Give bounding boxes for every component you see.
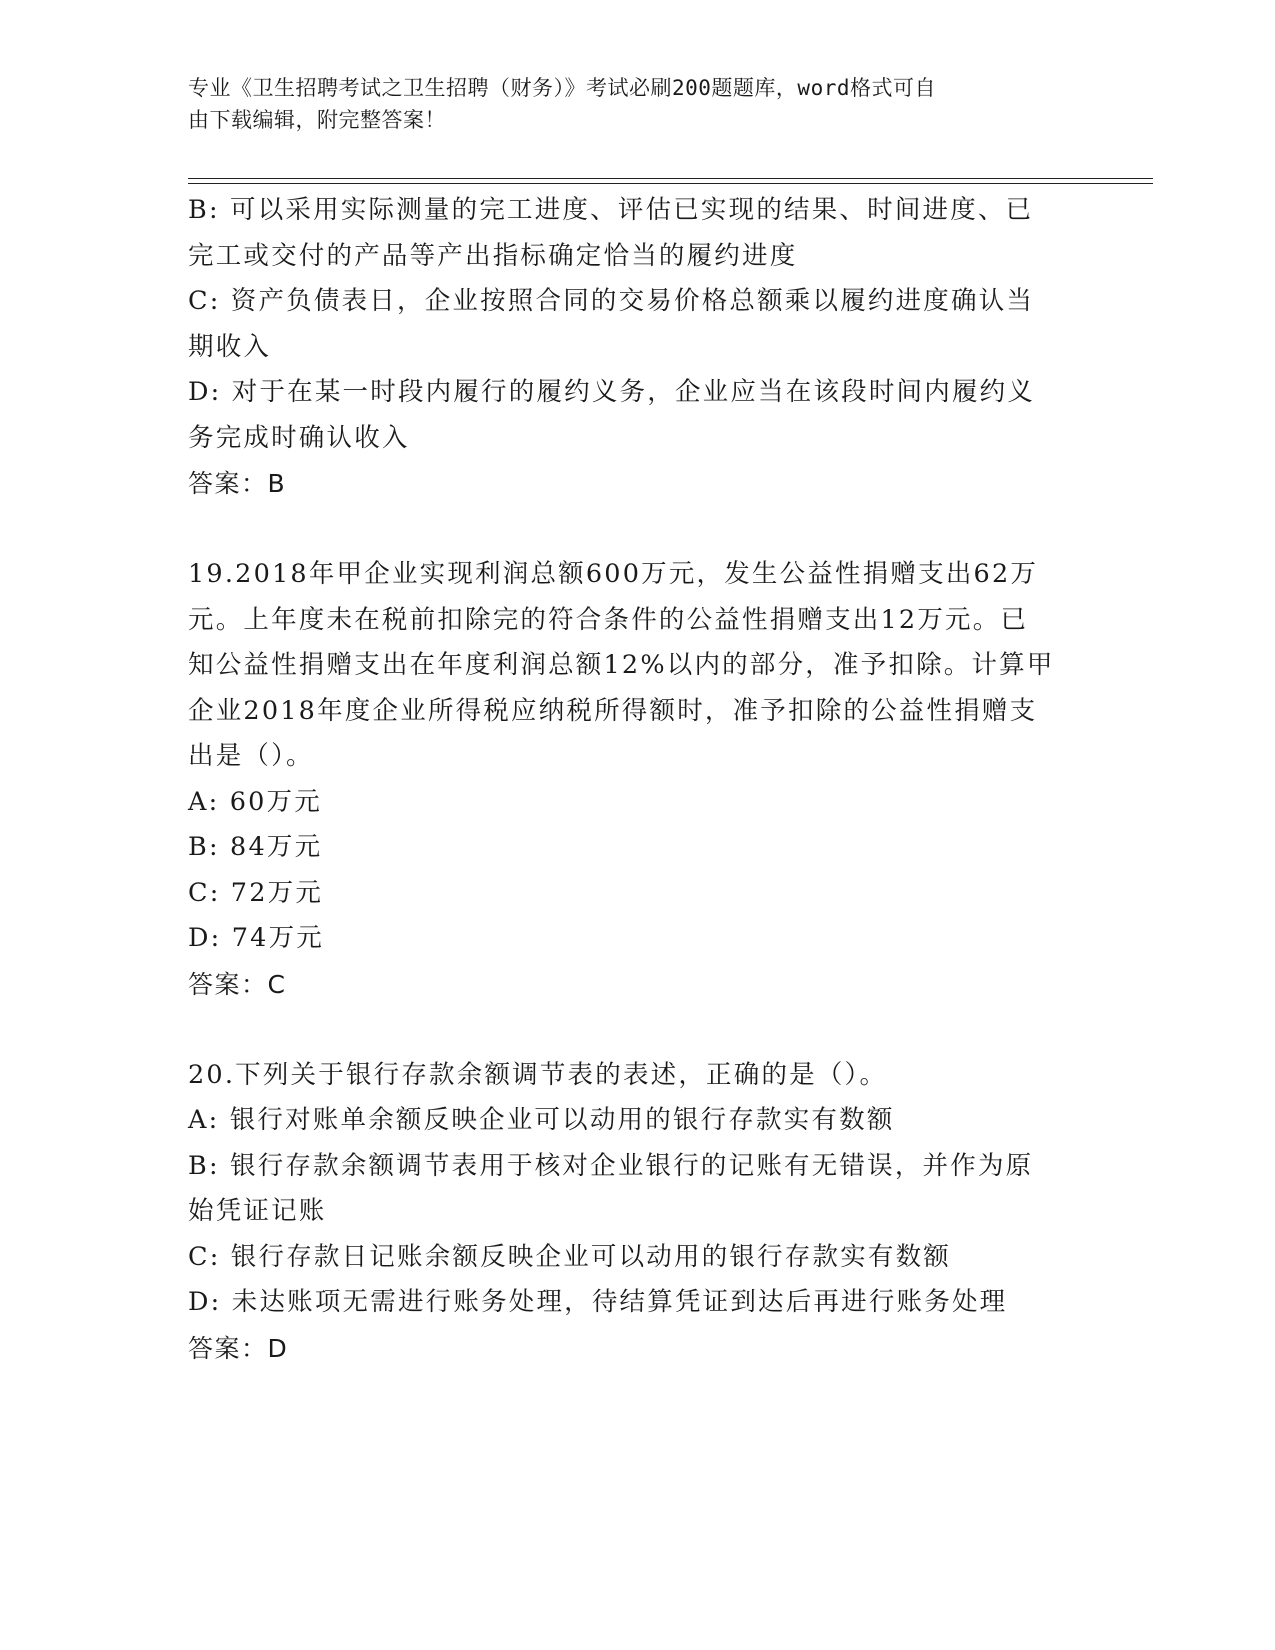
- option-a: A: 60万元: [188, 786, 322, 817]
- spacer: [188, 1007, 1078, 1053]
- answer-label: 答案：D: [188, 1333, 289, 1363]
- document-body: [188, 188, 1078, 1371]
- option-c: C: 银行存款日记账余额反映企业可以动用的银行存款实有数额: [188, 1241, 952, 1272]
- header-line: 由下载编辑，附完整答案！: [188, 108, 446, 132]
- document-header: [188, 72, 1068, 136]
- question-stem: 知公益性捐赠支出在年度利润总额12%以内的部分，准予扣除。计算甲: [188, 650, 1055, 680]
- question-stem: 企业2018年度企业所得税应纳税所得额时，准予扣除的公益性捐赠支: [188, 695, 1038, 726]
- option-b-cont: 始凭证记账: [188, 1196, 327, 1226]
- header-line: 专业《卫生招聘考试之卫生招聘（财务）》考试必刷200题题库，word格式可自: [188, 76, 936, 100]
- header-divider: [188, 183, 1153, 184]
- question-stem: 元。上年度未在税前扣除完的符合条件的公益性捐赠支出12万元。已: [188, 604, 1029, 635]
- option-c-cont: 期收入: [188, 331, 272, 362]
- option-d: D: 74万元: [188, 923, 324, 953]
- question-block-18: [188, 188, 1078, 507]
- question-stem: 20.下列关于银行存款余额调节表的表述，正确的是（）。: [188, 1059, 888, 1090]
- option-b: B: 可以采用实际测量的完工进度、评估已实现的结果、时间进度、已: [188, 195, 1034, 225]
- option-d-cont: 务完成时确认收入: [188, 422, 410, 453]
- answer-label: 答案：B: [188, 469, 287, 498]
- spacer: [188, 507, 1078, 553]
- question-stem: 19.2018年甲企业实现利润总额600万元，发生公益性捐赠支出62万: [188, 559, 1039, 589]
- option-c: C: 资产负债表日，企业按照合同的交易价格总额乘以履约进度确认当: [188, 286, 1035, 316]
- option-d: D: 未达账项无需进行账务处理，待结算凭证到达后再进行账务处理: [188, 1287, 1008, 1317]
- option-c: C: 72万元: [188, 877, 324, 908]
- answer-label: 答案：C: [188, 969, 287, 999]
- header-divider: [188, 178, 1153, 179]
- question-stem: 出是（）。: [188, 741, 314, 771]
- question-block-20: [188, 1053, 1078, 1372]
- option-d: D: 对于在某一时段内履行的履约义务，企业应当在该段时间内履约义: [188, 377, 1036, 407]
- option-b: B: 84万元: [188, 832, 323, 862]
- option-a: A: 银行对账单余额反映企业可以动用的银行存款实有数额: [188, 1105, 895, 1135]
- question-block-19: [188, 552, 1078, 1007]
- option-b: B: 银行存款余额调节表用于核对企业银行的记账有无错误，并作为原: [188, 1150, 1034, 1181]
- option-b-cont: 完工或交付的产品等产出指标确定恰当的履约进度: [188, 240, 798, 271]
